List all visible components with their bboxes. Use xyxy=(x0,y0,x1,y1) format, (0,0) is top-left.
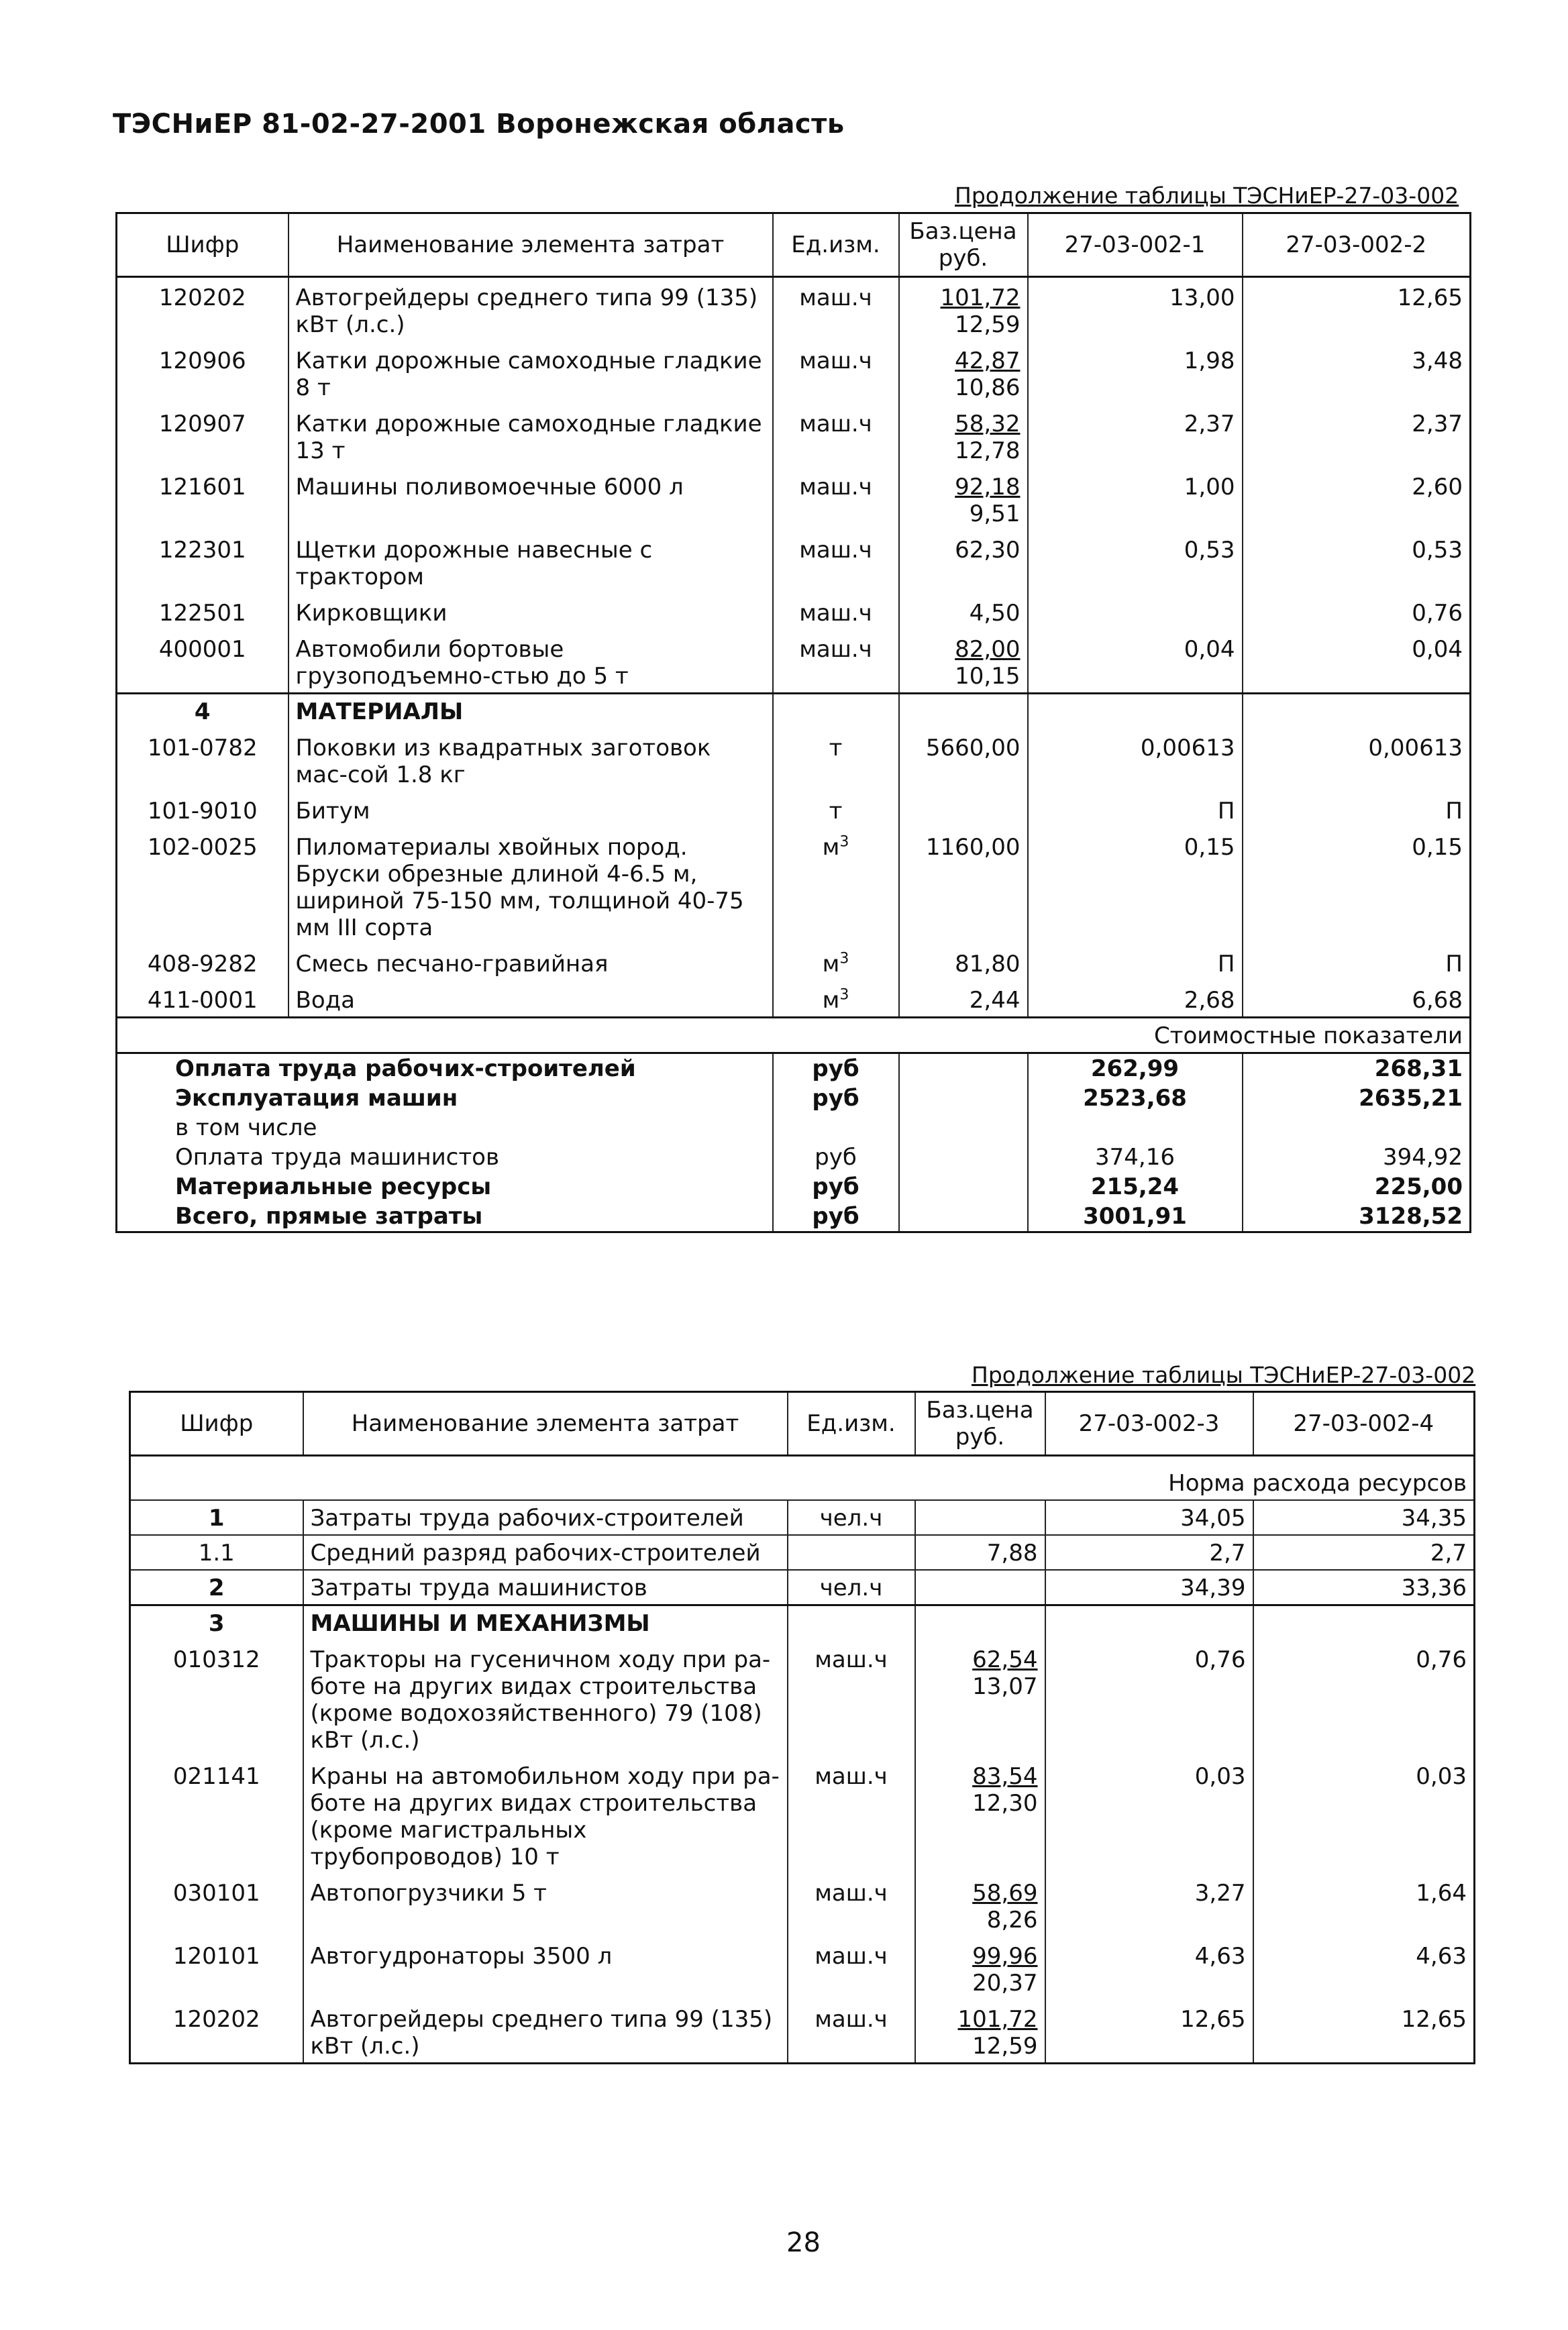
unit-cell xyxy=(773,980,899,1018)
base-price: 42,87 xyxy=(955,348,1021,374)
table-row xyxy=(117,629,1471,694)
value-col-a: 12,65 xyxy=(1045,1999,1253,2064)
name-cell: Краны на автомобильном ходу при ра-боте на других видах строительства (кроме магистральных трубопроводов) 10 т xyxy=(303,1756,788,1873)
summary-value-col-a: 374,16 xyxy=(1028,1143,1243,1172)
base-price-cell xyxy=(899,467,1028,530)
table-row xyxy=(117,277,1471,341)
summary-label: в том числе xyxy=(175,1114,317,1141)
summary-row xyxy=(117,1143,1471,1172)
unit-cell xyxy=(773,467,899,530)
unit: т xyxy=(829,735,843,761)
summary-row xyxy=(117,1113,1471,1143)
code-cell: 411-0001 xyxy=(147,987,258,1014)
table-row xyxy=(130,1873,1475,1936)
table1-header-row xyxy=(117,213,1471,277)
base-price: 101,72 xyxy=(957,2006,1038,2033)
unit-cell xyxy=(773,277,899,341)
table-row xyxy=(117,827,1471,944)
unit: маш.ч xyxy=(815,2006,888,2033)
summary-label: Эксплуатация машин xyxy=(175,1085,458,1112)
code-cell: 120202 xyxy=(158,284,246,311)
summary-label: Оплата труда машинистов xyxy=(175,1144,500,1171)
unit: маш.ч xyxy=(799,600,872,627)
base-price: 7,88 xyxy=(986,1540,1038,1567)
name-cell: Поковки из квадратных заготовок мас-сой 1.8 кг xyxy=(289,728,773,791)
value-col-b: 3,48 xyxy=(1243,341,1471,404)
table-row xyxy=(130,1535,1475,1570)
code-cell: 120101 xyxy=(172,1943,260,1970)
base-price: 62,54 xyxy=(972,1646,1038,1673)
unit-cell xyxy=(788,1873,915,1936)
code-cell: 1.1 xyxy=(130,1535,303,1570)
machinist-wage: 12,59 xyxy=(955,311,1021,338)
unit: м xyxy=(822,987,840,1014)
table-row xyxy=(117,404,1471,467)
unit-cell xyxy=(773,629,899,694)
summary-value-col-a: 2523,68 xyxy=(1028,1083,1243,1113)
unit-cell xyxy=(773,827,899,944)
unit-superscript: 3 xyxy=(839,950,849,967)
value-col-b: 33,36 xyxy=(1253,1570,1475,1605)
unit: чел.ч xyxy=(819,1505,883,1532)
name-cell: Затраты труда машинистов xyxy=(303,1570,788,1605)
machinist-wage: 10,15 xyxy=(955,663,1021,690)
unit: маш.ч xyxy=(815,1646,888,1673)
unit-superscript: 3 xyxy=(839,986,849,1004)
summary-value-col-a xyxy=(1028,1113,1243,1143)
base-price-cell xyxy=(899,944,1028,980)
summary-row xyxy=(117,1083,1471,1113)
code-cell: 010312 xyxy=(172,1646,260,1673)
unit: маш.ч xyxy=(799,474,872,500)
base-price: 83,54 xyxy=(972,1763,1038,1790)
table-row xyxy=(117,980,1471,1018)
base-price: 1160,00 xyxy=(925,834,1021,861)
unit: маш.ч xyxy=(815,1943,888,1970)
summary-row xyxy=(117,1172,1471,1202)
unit: м xyxy=(822,951,840,977)
unit-cell xyxy=(773,728,899,791)
unit-superscript: 3 xyxy=(839,833,849,851)
summary-price-empty xyxy=(899,1113,1028,1143)
code-cell: 030101 xyxy=(172,1880,260,1907)
value-col-a: 1,98 xyxy=(1028,341,1243,404)
name-cell: Щетки дорожные навесные с трактором xyxy=(289,530,773,593)
base-price-cell xyxy=(899,791,1028,827)
summary-value-col-a: 262,99 xyxy=(1028,1053,1243,1084)
cost-indicators-header: Стоимостные показатели xyxy=(117,1018,1471,1053)
code-cell: 101-9010 xyxy=(147,798,258,825)
header-code: Шифр xyxy=(117,213,289,277)
machinist-wage: 13,07 xyxy=(972,1673,1038,1700)
value-col-b: 12,65 xyxy=(1253,1999,1475,2064)
table-row xyxy=(117,791,1471,827)
value-col-b: 0,03 xyxy=(1253,1756,1475,1873)
name-cell: Автопогрузчики 5 т xyxy=(303,1873,788,1936)
name-cell: Автогрейдеры среднего типа 99 (135) кВт (л.с.) xyxy=(289,277,773,341)
value-col-b: 12,65 xyxy=(1243,277,1471,341)
name-cell: Битум xyxy=(289,791,773,827)
name-cell: Машины поливомоечные 6000 л xyxy=(289,467,773,530)
value-col-a: 13,00 xyxy=(1028,277,1243,341)
base-price-cell xyxy=(915,1999,1045,2064)
base-price-cell xyxy=(899,593,1028,629)
value-col-b: 4,63 xyxy=(1253,1936,1475,1999)
table-row xyxy=(117,728,1471,791)
unit-cell xyxy=(773,404,899,467)
summary-label: Оплата труда рабочих-строителей xyxy=(117,1053,773,1084)
summary-value-col-b: 3128,52 xyxy=(1243,1202,1471,1232)
value-col-a: 34,39 xyxy=(1045,1570,1253,1605)
base-price-cell xyxy=(915,1570,1045,1605)
unit-cell xyxy=(773,341,899,404)
machinist-wage: 9,51 xyxy=(969,500,1021,527)
unit: маш.ч xyxy=(799,411,872,437)
base-price: 58,32 xyxy=(955,411,1021,437)
base-price: 2,44 xyxy=(969,987,1021,1014)
summary-value-col-b: 394,92 xyxy=(1243,1143,1471,1172)
summary-label: Всего, прямые затраты xyxy=(175,1203,483,1230)
unit: маш.ч xyxy=(815,1880,888,1907)
code-cell: 408-9282 xyxy=(147,951,258,977)
header-name: Наименование элемента затрат xyxy=(303,1392,788,1456)
base-price-cell xyxy=(915,1756,1045,1873)
value-col-b: 0,76 xyxy=(1253,1640,1475,1756)
base-price: 99,96 xyxy=(972,1943,1038,1970)
summary-unit: руб xyxy=(773,1143,899,1172)
code-cell: 120907 xyxy=(158,411,246,437)
base-price-cell xyxy=(899,728,1028,791)
section-row xyxy=(117,694,1471,729)
unit-cell xyxy=(788,1640,915,1756)
table-row xyxy=(130,1999,1475,2064)
unit: чел.ч xyxy=(819,1575,883,1601)
unit: маш.ч xyxy=(799,348,872,374)
name-cell: Автогрейдеры среднего типа 99 (135) кВт (л.с.) xyxy=(303,1999,788,2064)
table-row xyxy=(117,467,1471,530)
base-price-cell xyxy=(915,1500,1045,1535)
value-col-a: 4,63 xyxy=(1045,1936,1253,1999)
name-cell: Вода xyxy=(289,980,773,1018)
table-row xyxy=(130,1500,1475,1535)
base-price-cell xyxy=(915,1936,1045,1999)
value-col-b: 0,04 xyxy=(1243,629,1471,694)
value-col-a: П xyxy=(1028,791,1243,827)
summary-price-empty xyxy=(899,1143,1028,1172)
summary-unit: руб xyxy=(773,1172,899,1202)
header-col-b: 27-03-002-4 xyxy=(1253,1392,1475,1456)
unit: маш.ч xyxy=(799,636,872,663)
header-code: Шифр xyxy=(130,1392,303,1456)
code-cell: 121601 xyxy=(158,474,246,500)
summary-unit xyxy=(773,1113,899,1143)
value-col-b: 0,53 xyxy=(1243,530,1471,593)
section-name: МАТЕРИАЛЫ xyxy=(289,694,773,729)
base-price-cell xyxy=(899,404,1028,467)
code-cell: 400001 xyxy=(158,636,246,663)
summary-row xyxy=(117,1202,1471,1232)
code-cell: 102-0025 xyxy=(147,834,258,861)
table-row xyxy=(117,341,1471,404)
page-number: 28 xyxy=(786,2227,821,2258)
base-price: 101,72 xyxy=(940,284,1021,311)
summary-label: Материальные ресурсы xyxy=(175,1173,492,1200)
summary-value-col-a: 3001,91 xyxy=(1028,1202,1243,1232)
value-col-b: 6,68 xyxy=(1243,980,1471,1018)
norm-header: Норма расхода ресурсов xyxy=(1168,1470,1467,1497)
table-row xyxy=(130,1640,1475,1756)
machinist-wage: 12,59 xyxy=(972,2033,1038,2060)
name-cell: Автогудронаторы 3500 л xyxy=(303,1936,788,1999)
base-price: 82,00 xyxy=(955,636,1021,663)
value-col-b: П xyxy=(1243,944,1471,980)
summary-value-col-b xyxy=(1243,1113,1471,1143)
value-col-b: 0,76 xyxy=(1243,593,1471,629)
value-col-a: 0,04 xyxy=(1028,629,1243,694)
value-col-a: 34,05 xyxy=(1045,1500,1253,1535)
unit-cell xyxy=(788,1936,915,1999)
norm-header-row xyxy=(130,1456,1475,1501)
code-cell: 021141 xyxy=(172,1763,260,1790)
value-col-a: 0,03 xyxy=(1045,1756,1253,1873)
name-cell: Смесь песчано-гравийная xyxy=(289,944,773,980)
value-col-b: 0,15 xyxy=(1243,827,1471,944)
base-price-cell xyxy=(899,530,1028,593)
summary-price-empty xyxy=(899,1083,1028,1113)
unit-cell xyxy=(773,944,899,980)
summary-value-col-a: 215,24 xyxy=(1028,1172,1243,1202)
header-col-a: 27-03-002-1 xyxy=(1028,213,1243,277)
name-cell: Пиломатериалы хвойных пород. Бруски обрезные длиной 4-6.5 м, шириной 75-150 мм, толщиной 40-75 мм III сорта xyxy=(289,827,773,944)
value-col-b: 34,35 xyxy=(1253,1500,1475,1535)
header-price: Баз.цена руб. xyxy=(915,1392,1045,1456)
header-col-b: 27-03-002-2 xyxy=(1243,213,1471,277)
summary-price-empty xyxy=(899,1053,1028,1084)
value-col-b: 0,00613 xyxy=(1243,728,1471,791)
table-row xyxy=(117,530,1471,593)
value-col-b: 1,64 xyxy=(1253,1873,1475,1936)
summary-unit: руб xyxy=(773,1053,899,1084)
base-price: 62,30 xyxy=(955,537,1021,564)
table-row xyxy=(130,1936,1475,1999)
value-col-b: 2,7 xyxy=(1253,1535,1475,1570)
unit-cell xyxy=(788,1999,915,2064)
name-cell: Средний разряд рабочих-строителей xyxy=(303,1535,788,1570)
summary-price-empty xyxy=(899,1172,1028,1202)
value-col-a: 0,15 xyxy=(1028,827,1243,944)
header-unit: Ед.изм. xyxy=(773,213,899,277)
value-col-a: П xyxy=(1028,944,1243,980)
machinist-wage: 10,86 xyxy=(955,374,1021,401)
machinist-wage: 20,37 xyxy=(972,1970,1038,1997)
name-cell: Затраты труда рабочих-строителей xyxy=(303,1500,788,1535)
code-cell: 122301 xyxy=(158,537,246,564)
section-name: МАШИНЫ И МЕХАНИЗМЫ xyxy=(303,1605,788,1640)
unit-cell xyxy=(788,1535,915,1570)
value-col-b: П xyxy=(1243,791,1471,827)
code-cell: 1 xyxy=(130,1500,303,1535)
summary-value-col-b: 268,31 xyxy=(1243,1053,1471,1084)
name-cell: Автомобили бортовые грузоподъемно-стью до 5 т xyxy=(289,629,773,694)
unit: маш.ч xyxy=(815,1763,888,1790)
table-row xyxy=(130,1570,1475,1605)
value-col-a: 2,37 xyxy=(1028,404,1243,467)
summary-price-empty xyxy=(899,1202,1028,1232)
value-col-a: 0,53 xyxy=(1028,530,1243,593)
code-cell: 122501 xyxy=(158,600,246,627)
unit-cell xyxy=(773,530,899,593)
summary-unit: руб xyxy=(773,1083,899,1113)
value-col-a: 1,00 xyxy=(1028,467,1243,530)
machinist-wage: 8,26 xyxy=(986,1907,1038,1934)
unit-cell xyxy=(773,791,899,827)
table2-continuation-caption: Продолжение таблицы ТЭСНиЕР-27-03-002 xyxy=(972,1362,1476,1388)
code-cell: 120202 xyxy=(172,2006,260,2033)
base-price-cell xyxy=(899,827,1028,944)
base-price-cell xyxy=(899,341,1028,404)
cost-header-row xyxy=(117,1018,1471,1053)
base-price-cell xyxy=(899,980,1028,1018)
header-price: Баз.цена руб. xyxy=(899,213,1028,277)
code-cell: 101-0782 xyxy=(147,735,258,761)
section-code: 4 xyxy=(117,694,289,729)
base-price-cell xyxy=(915,1873,1045,1936)
code-cell: 120906 xyxy=(158,348,246,374)
base-price-cell xyxy=(899,629,1028,694)
value-col-a: 0,76 xyxy=(1045,1640,1253,1756)
base-price-cell xyxy=(899,277,1028,341)
unit: т xyxy=(829,798,843,825)
value-col-b: 2,37 xyxy=(1243,404,1471,467)
value-col-a: 3,27 xyxy=(1045,1873,1253,1936)
code-cell: 2 xyxy=(130,1570,303,1605)
value-col-a: 2,68 xyxy=(1028,980,1243,1018)
base-price: 81,80 xyxy=(955,951,1021,977)
resource-table-2 xyxy=(129,1391,1475,2064)
unit-cell xyxy=(773,593,899,629)
section-row xyxy=(130,1605,1475,1640)
base-price-cell xyxy=(915,1535,1045,1570)
value-col-a xyxy=(1028,593,1243,629)
name-cell: Кирковщики xyxy=(289,593,773,629)
name-cell: Тракторы на гусеничном ходу при ра-боте на других видах строительства (кроме водохозяйственного) 79 (108) кВт (л.с.) xyxy=(303,1640,788,1756)
value-col-b: 2,60 xyxy=(1243,467,1471,530)
unit-cell xyxy=(788,1500,915,1535)
unit-cell xyxy=(788,1756,915,1873)
unit: м xyxy=(822,834,840,861)
summary-unit: руб xyxy=(773,1202,899,1232)
summary-value-col-b: 225,00 xyxy=(1243,1172,1471,1202)
value-col-a: 2,7 xyxy=(1045,1535,1253,1570)
table-row xyxy=(117,944,1471,980)
header-unit: Ед.изм. xyxy=(788,1392,915,1456)
summary-row xyxy=(117,1053,1471,1084)
header-col-a: 27-03-002-3 xyxy=(1045,1392,1253,1456)
table-row xyxy=(130,1756,1475,1873)
name-cell: Катки дорожные самоходные гладкие 8 т xyxy=(289,341,773,404)
machinist-wage: 12,78 xyxy=(955,437,1021,464)
base-price: 92,18 xyxy=(955,474,1021,500)
base-price-cell xyxy=(915,1640,1045,1756)
name-cell: Катки дорожные самоходные гладкие 13 т xyxy=(289,404,773,467)
base-price: 4,50 xyxy=(969,600,1021,627)
section-code: 3 xyxy=(130,1605,303,1640)
table-row xyxy=(117,593,1471,629)
base-price: 58,69 xyxy=(972,1880,1038,1907)
unit: маш.ч xyxy=(799,537,872,564)
document-title: ТЭСНиЕР 81-02-27-2001 Воронежская область xyxy=(113,109,845,140)
header-name: Наименование элемента затрат xyxy=(289,213,773,277)
resource-table-1 xyxy=(115,212,1471,1233)
base-price: 5660,00 xyxy=(925,735,1021,761)
unit-cell xyxy=(788,1570,915,1605)
table1-continuation-caption: Продолжение таблицы ТЭСНиЕР-27-03-002 xyxy=(955,182,1459,209)
machinist-wage: 12,30 xyxy=(972,1790,1038,1817)
value-col-a: 0,00613 xyxy=(1028,728,1243,791)
table2-header-row xyxy=(130,1392,1475,1456)
unit: маш.ч xyxy=(799,284,872,311)
summary-value-col-b: 2635,21 xyxy=(1243,1083,1471,1113)
